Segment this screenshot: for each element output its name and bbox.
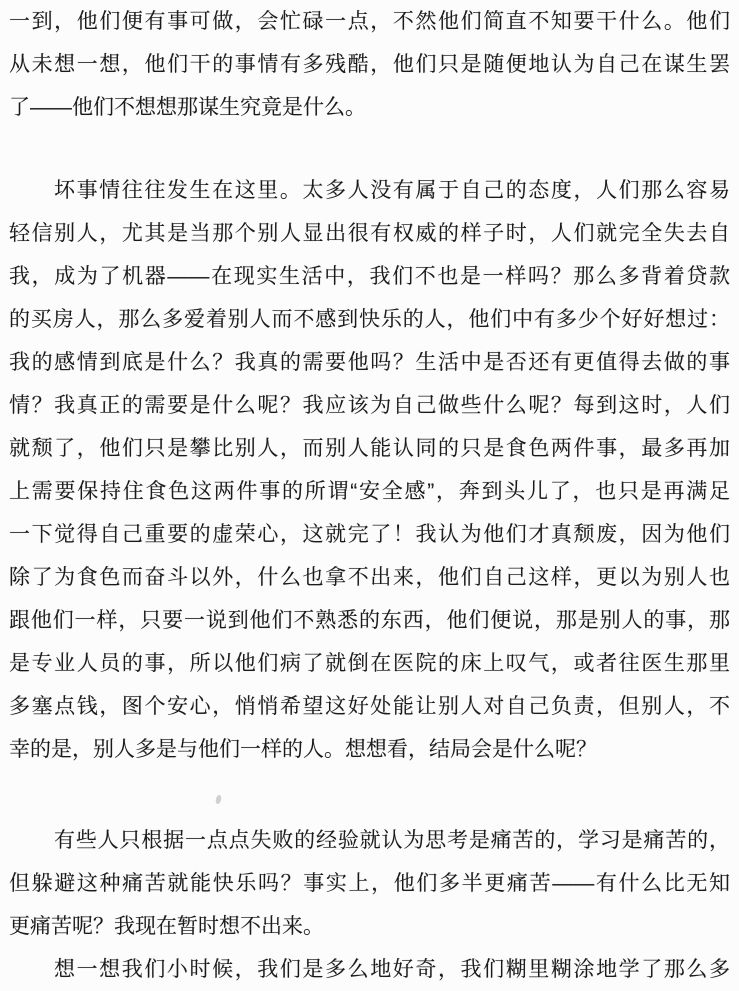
text-line: 更痛苦呢？我现在暂时想不出来。 [9,915,324,938]
text-line: 从未想一想，他们干的事情有多残酷，他们只是随便地认为自己在谋生罢 [9,53,730,76]
text-line: 轻信别人，尤其是当那个别人显出很有权威的样子时，人们就完全失去自 [9,222,730,245]
text-line: 想一想我们小时候，我们是多么地好奇，我们糊里糊涂地学了那么多 [54,958,730,981]
text-line: 有些人只根据一点点失败的经验就认为思考是痛苦的，学习是痛苦的， [54,829,730,852]
text-line: 是专业人员的事，所以他们病了就倒在医院的床上叹气，或者往医生那里 [9,652,730,675]
text-line: 上需要保持住食色这两件事的所谓“安全感”，奔到头儿了，也只是再满足 [9,480,730,503]
text-line: 但躲避这种痛苦就能快乐吗？事实上，他们多半更痛苦——有什么比无知 [9,872,730,895]
text-line: 坏事情往往发生在这里。太多人没有属于自己的态度，人们那么容易 [54,179,730,202]
text-line: 就颓了，他们只是攀比别人，而别人能认同的只是食色两件事，最多再加 [9,437,730,460]
text-line: 的买房人，那么多爱着别人而不感到快乐的人，他们中有多少个好好想过： [9,308,730,331]
text-line: 我，成为了机器——在现实生活中，我们不也是一样吗？那么多背着贷款 [9,265,730,288]
text-line: 了——他们不想想那谋生究竟是什么。 [9,96,366,119]
paragraph-3 [9,819,730,948]
text-line: 除了为食色而奋斗以外，什么也拿不出来，他们自己这样，更以为别人也 [9,566,730,589]
text-line: 幸的是，别人多是与他们一样的人。想想看，结局会是什么呢？ [9,738,597,761]
paragraph-4 [9,948,730,991]
text-line: 我的感情到底是什么？我真的需要他吗？生活中是否还有更值得去做的事 [9,351,730,374]
scan-speck [215,795,222,805]
paragraph-2 [9,169,730,771]
text-line: 多塞点钱，图个安心，悄悄希望这好处能让别人对自己负责，但别人，不 [9,695,730,718]
text-line: 一到，他们便有事可做，会忙碌一点，不然他们简直不知要干什么。他们 [9,10,730,33]
paragraph-continuation [9,0,730,129]
text-line: 一下觉得自己重要的虚荣心，这就完了！我认为他们才真颓废，因为他们 [9,523,730,546]
text-line: 情？我真正的需要是什么呢？我应该为自己做些什么呢？每到这时，人们 [9,394,730,417]
text-line: 跟他们一样，只要一说到他们不熟悉的东西，他们便说，那是别人的事，那 [9,609,730,632]
